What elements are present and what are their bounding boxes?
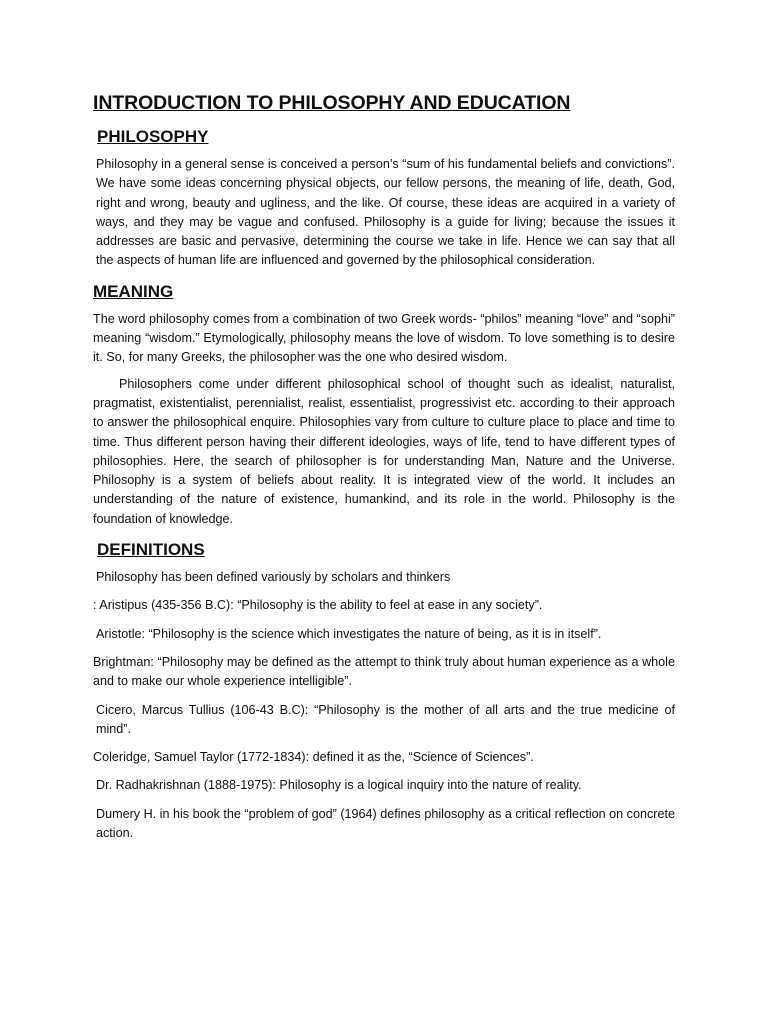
section-heading-definitions: DEFINITIONS: [97, 540, 205, 560]
meaning-paragraph-1: The word philosophy comes from a combination of two Greek words- “philos” meaning “love” and “sophi” meaning “wisdom.” Etymologically, philosophy means the love of wisdom. To love something is to desire it. So, for many Greeks, the philosopher was the one who desired wisdom.: [93, 311, 675, 365]
document-page: [93, 90, 675, 843]
document-title: INTRODUCTION TO PHILOSOPHY AND EDUCATION: [93, 92, 571, 114]
definition-item-brightman: Brightman: “Philosophy may be defined as the attempt to think truly about human experience as a whole and to make our whole experience intelligible”.: [93, 654, 675, 689]
meaning-paragraph-2: Philosophers come under different philosophical school of thought such as idealist, naturalist, pragmatist, existentialist, perennialist, realist, essentialist, progressivist etc. according to their approach to answer the philosophical enquire. Philosophies vary from culture to culture place to place and time to time. Thus different person having their different ideologies, ways of life, tend to have different types of philosophies. Here, the search of philosopher is for understanding Man, Nature and the Universe. Philosophy is a system of beliefs about reality. It is integrated view of the world. It includes an understanding of the nature of existence, humankind, and its role in the world. Philosophy is the foundation of knowledge.: [93, 376, 675, 526]
definitions-intro: Philosophy has been defined variously by scholars and thinkers: [96, 570, 451, 585]
definition-item-coleridge: Coleridge, Samuel Taylor (1772-1834): defined it as the, “Science of Sciences”.: [93, 750, 534, 765]
section-heading-philosophy: PHILOSOPHY: [97, 127, 209, 146]
philosophy-paragraph: Philosophy in a general sense is conceived a person’s “sum of his fundamental beliefs and convictions”. We have some ideas concerning physical objects, our fellow persons, the meaning of life, death, God, right and wrong, beauty and ugliness, and the like. Of course, these ideas are acquired in a variety of ways, and they may be vague and confused. Philosophy is a guide for living; because the issues it addresses are basic and pervasive, determining the course we take in life. Hence we can say that all the aspects of human life are influenced and governed by the philosophical consideration.: [96, 157, 675, 268]
definition-item-aristotle: Aristotle: “Philosophy is the science which investigates the nature of being, as it is in itself”.: [96, 626, 602, 641]
definition-item-cicero: Cicero, Marcus Tullius (106-43 B.C): “Philosophy is the mother of all arts and the true medicine of mind”.: [96, 702, 675, 736]
definition-item-radhakrishnan: Dr. Radhakrishnan (1888-1975): Philosophy is a logical inquiry into the nature of reality.: [96, 778, 582, 793]
definition-item-dumery: Dumery H. in his book the “problem of god” (1964) defines philosophy as a critical reflection on concrete action.: [96, 806, 675, 841]
section-heading-meaning: MEANING: [93, 281, 174, 301]
definition-item-aristipus: : Aristipus (435-356 B.C): “Philosophy is the ability to feel at ease in any society”.: [93, 598, 543, 613]
